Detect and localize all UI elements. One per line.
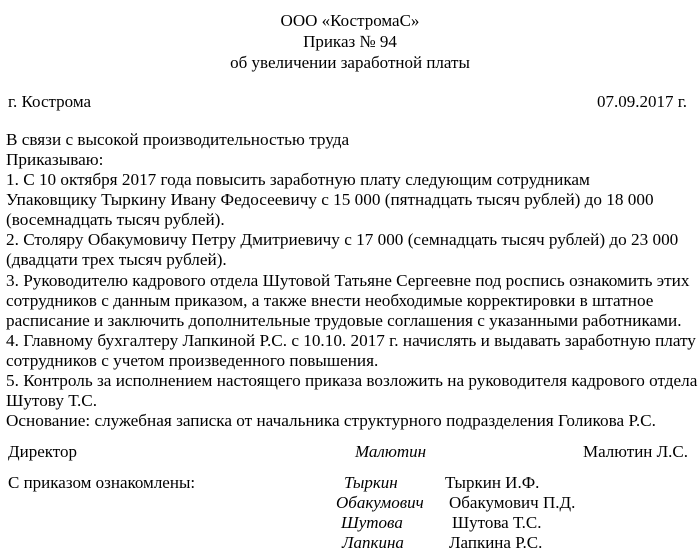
body-line: (восемнадцать тысяч рублей). bbox=[6, 210, 225, 229]
organization-name: ООО «КостромаС» bbox=[280, 11, 420, 30]
acquainted-signature: Лапкина bbox=[342, 533, 404, 552]
acquainted-name: Обакумович П.Д. bbox=[449, 493, 576, 512]
order-number: Приказ № 94 bbox=[303, 32, 397, 51]
acquainted-signature: Шутова bbox=[341, 513, 403, 532]
city: г. Кострома bbox=[8, 92, 92, 111]
body-line: сотрудников с учетом произведенного повышения. bbox=[6, 351, 379, 370]
body-line: 5. Контроль за исполнением настоящего приказа возложить на руководителя кадрового отдела bbox=[6, 371, 698, 390]
body-line: 1. С 10 октября 2017 года повысить заработную плату следующим сотрудникам bbox=[6, 170, 590, 189]
body-line: Основание: служебная записка от начальника структурного подразделения Голикова Р.С. bbox=[6, 411, 656, 430]
order-subject: об увеличении заработной платы bbox=[230, 53, 470, 72]
director-name: Малютин Л.С. bbox=[583, 442, 689, 461]
acquainted-name: Шутова Т.С. bbox=[452, 513, 542, 532]
acquainted-name: Тыркин И.Ф. bbox=[445, 473, 540, 492]
body-line: сотрудников с данным приказом, а также внести необходимые корректировки в штатное bbox=[6, 291, 654, 310]
body-line: (двадцати трех тысяч рублей). bbox=[6, 250, 227, 269]
body-line: 4. Главному бухгалтеру Лапкиной Р.С. с 10.10. 2017 г. начислять и выдавать заработную плату bbox=[6, 331, 696, 350]
acquainted-label: С приказом ознакомлены: bbox=[8, 473, 196, 492]
director-signature: Малютин bbox=[355, 442, 427, 461]
order-date: 07.09.2017 г. bbox=[597, 92, 688, 111]
body-line: Шутову Т.С. bbox=[6, 391, 98, 410]
acquainted-signature: Обакумович bbox=[336, 493, 424, 512]
body-line: 3. Руководителю кадрового отдела Шутовой Татьяне Сергеевне под роспись ознакомить этих bbox=[6, 271, 690, 290]
acquainted-name: Лапкина Р.С. bbox=[449, 533, 543, 552]
body-line: Упаковщику Тыркину Ивану Федосеевичу с 15 000 (пятнадцать тысяч рублей) до 18 000 bbox=[6, 190, 654, 209]
acquainted-signature: Тыркин bbox=[344, 473, 398, 492]
body-line: В связи с высокой производительностью труда bbox=[6, 130, 350, 149]
body-line: Приказываю: bbox=[6, 150, 104, 169]
director-title: Директор bbox=[8, 442, 77, 461]
body-line: расписание и заключить дополнительные трудовые соглашения с указанными работниками. bbox=[6, 311, 682, 330]
body-line: 2. Столяру Обакумовичу Петру Дмитриевичу с 17 000 (семнадцать тысяч рублей) до 23 000 bbox=[6, 230, 679, 249]
